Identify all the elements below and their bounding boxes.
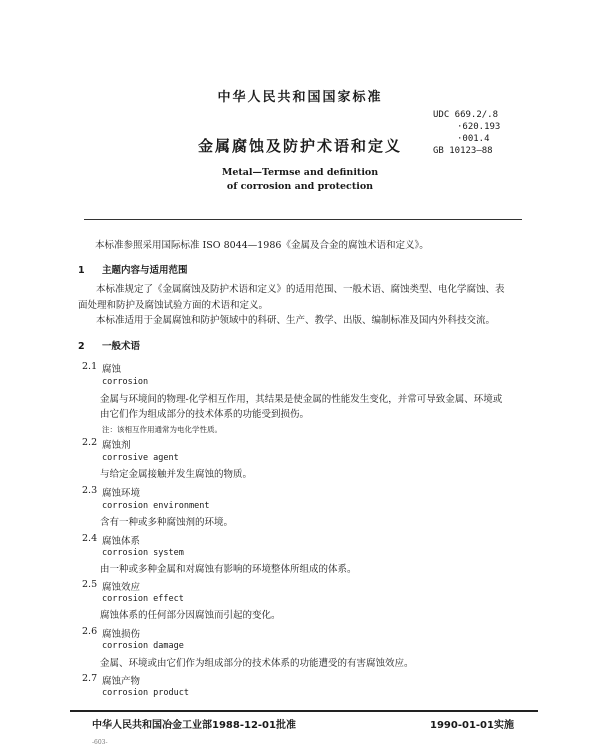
term-cn: 腐蚀体系 xyxy=(102,536,141,547)
term-number: 2.5 xyxy=(82,579,98,590)
term-cn: 腐蚀环境 xyxy=(102,488,141,499)
term-en: corrosion effect xyxy=(102,594,184,604)
title-en-line2: of corrosion and protection xyxy=(226,181,374,192)
section-title: 主题内容与适用范围 xyxy=(102,265,188,276)
implementation-date: 1990-01-01实施 xyxy=(430,720,514,731)
term-cn: 腐蚀损伤 xyxy=(102,629,141,640)
term-number: 2.1 xyxy=(82,361,98,372)
udc-line: UDC 669.2/.8 xyxy=(433,110,499,120)
udc-line: ·001.4 xyxy=(457,134,490,144)
term-definition: 金属、环境或由它们作为组成部分的技术体系的功能遭受的有害腐蚀效应。 xyxy=(100,658,414,669)
term-en: corrosion system xyxy=(102,548,184,558)
term-cn: 腐蚀 xyxy=(102,364,122,375)
term-cn: 腐蚀产物 xyxy=(102,676,141,687)
term-en: corrosive agent xyxy=(102,453,179,463)
term-definition: 腐蚀体系的任何部分因腐蚀而引起的变化。 xyxy=(100,610,281,621)
section-number: 2 xyxy=(78,341,85,352)
term-definition: 与给定金属接触并发生腐蚀的物质。 xyxy=(100,469,253,480)
section-2-heading xyxy=(78,338,140,352)
footer-divider xyxy=(70,710,538,712)
term-en: corrosion environment xyxy=(102,501,210,511)
term-note: 注：该相互作用通常为电化学性质。 xyxy=(102,425,222,434)
document-title-en xyxy=(0,166,600,194)
term-number: 2.4 xyxy=(82,533,98,544)
header-divider xyxy=(84,219,522,220)
term-definition: 金属与环境间的物理-化学相互作用，其结果是使金属的性能发生变化，并常可导致金属、环境或由它们作为组成部分的技术体系的功能受到损伤。 xyxy=(100,394,503,420)
section-number: 1 xyxy=(78,265,85,276)
udc-line: ·620.193 xyxy=(457,122,501,132)
intro-paragraph: 本标准参照采用国际标准 ISO 8044—1986《金属及合金的腐蚀术语和定义》。 xyxy=(95,240,429,251)
term-number: 2.2 xyxy=(82,437,98,448)
term-number: 2.6 xyxy=(82,626,98,637)
section-title: 一般术语 xyxy=(102,341,141,352)
term-definition: 由一种或多种金属和对腐蚀有影响的环境整体所组成的体系。 xyxy=(100,564,357,575)
document-title-cn: 金属腐蚀及防护术语和定义 xyxy=(197,137,402,155)
section-1-paragraph-1: 本标准规定了《金属腐蚀及防护术语和定义》的适用范围、一般术语、腐蚀类型、电化学腐蚀、表面处理和防护及腐蚀试验方面的术语和定义。 xyxy=(78,284,505,311)
term-cn: 腐蚀剂 xyxy=(102,440,131,451)
title-en-line1: Metal—Termse and definition xyxy=(221,167,379,178)
section-1-heading xyxy=(78,262,188,276)
national-standard-heading: 中华人民共和国国家标准 xyxy=(217,90,383,105)
gb-number: GB 10123—88 xyxy=(433,146,493,156)
term-en: corrosion xyxy=(102,377,149,387)
term-en: corrosion damage xyxy=(102,641,184,651)
term-en: corrosion product xyxy=(102,688,189,698)
term-number: 2.3 xyxy=(82,485,98,496)
approval-statement: 中华人民共和国冶金工业部1988-12-01批准 xyxy=(92,720,296,731)
page-number: -603- xyxy=(92,739,108,746)
term-cn: 腐蚀效应 xyxy=(102,582,141,593)
term-number: 2.7 xyxy=(82,673,98,684)
section-1-paragraph-2: 本标准适用于金属腐蚀和防护领域中的科研、生产、教学、出版、编制标准及国内外科技交流。 xyxy=(96,315,496,326)
term-definition: 含有一种或多种腐蚀剂的环境。 xyxy=(100,517,234,528)
